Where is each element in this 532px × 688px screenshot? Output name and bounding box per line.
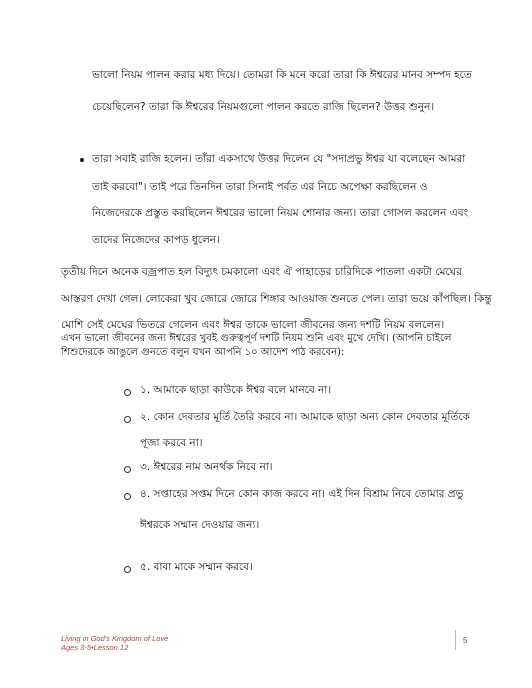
rule-2-line-2: পূজা করবে না। xyxy=(140,437,203,449)
footer-subtitle: Ages 3-5•Lesson 12 xyxy=(61,643,129,652)
rule-4-line-1: ৪. সপ্তাহের সপ্তম দিনে কোন কাজ করবে না। এই দিন বিশ্রাম নিবে তোমার প্রভু xyxy=(140,488,464,500)
bullet-dot xyxy=(80,158,84,162)
bullet-line-3: নিজেদেরকে প্রস্তুত করছিলেন ঈশ্বরের ভালো নিয়ম শোনার জন্য। তারা গোসল করলেন এবং xyxy=(92,207,469,219)
footer xyxy=(61,634,168,652)
paragraph-line-3: মোশি সেই মেঘের ভিতরে গেলেন এবং ঈশ্বর তাকে ভালো জীবনের জন্য দশটি নিয়ম বললেন। xyxy=(61,319,445,331)
rule-bullet-5 xyxy=(124,566,131,573)
rule-bullet-2 xyxy=(124,416,131,423)
intro-line-2: চেয়েছিলেন? তারা কি ঈশ্বরের নিয়মগুলো পালন করতে রাজি ছিলেন? উত্তর শুনুন। xyxy=(92,101,435,113)
intro-line-1: ভালো নিয়ম পালন করার মধ্য দিয়ে। তোমরা কি মনে করো তারা কি ঈশ্বরের মানব সম্পদ হতে xyxy=(92,69,472,81)
rule-5: ৫. বাবা মাকে সম্মান করবে। xyxy=(140,561,253,573)
rule-bullet-4 xyxy=(124,493,131,500)
rule-4-line-2: ঈশ্বরকে সম্মান দেওয়ার জন্য। xyxy=(140,519,260,531)
footer-divider xyxy=(455,630,456,650)
rule-3: ৩. ঈশ্বরের নাম অনর্থক নিবে না। xyxy=(140,461,273,473)
rule-1: ১. আমাকে ছাড়া কাউকে ঈশ্বর বলে মানবে না। xyxy=(140,384,332,396)
rule-2-line-1: ২. কোন দেবতার মূর্তি তৈরি করবে না। আমাকে ছাড়া অন্য কোন দেবতার মূর্তিকে xyxy=(140,411,470,423)
rule-bullet-3 xyxy=(124,466,131,473)
paragraph-line-2: আস্তরণ দেখা গেল। লোকেরা খুব জোরে জোরে শিঙ্গার আওয়াজ শুনতে পেল। তারা ভয়ে কাঁপছিল। কিন্তু xyxy=(61,293,492,305)
paragraph-line-5: শিশুদেরকে আঙুলে গুনতে বলুন যখন আপনি ১০ আদেশ পাঠ করবেন): xyxy=(61,347,345,358)
bullet-line-2: তাই করবো"। তাই পরে তিনদিন তারা সিনাই পর্বত এর নিচে অপেক্ষা করছিলেন ও xyxy=(92,181,428,193)
paragraph-line-4: এখন ভালো জীবনের জন্য ঈশ্বরের খুবই গুরুত্বপূর্ণ দশটি নিয়ম শুনি এবং মুখে দেখি। (আপনি চাইলে xyxy=(61,333,452,344)
rule-bullet-1 xyxy=(124,389,131,396)
page-number: 5 xyxy=(463,636,468,645)
bullet-line-4: তাদের নিজেদের কাপড় ধুলেন। xyxy=(92,234,220,246)
footer-title: Living in God's Kingdom of Love xyxy=(61,634,169,643)
paragraph-line-1: তৃতীয় দিনে অনেক বজ্রপাত হল বিদ্যুৎ চমকালো এবং ঐ পাহাড়ের চারিদিকে পাতলা একটা মেঘের xyxy=(61,266,462,278)
bullet-line-1: তারা সবাই রাজি হলেন। তাঁরা একসাথে উত্তর দিলেন যে "সদাপ্রভু ঈশ্বর যা বলেছেন আমরা xyxy=(92,153,466,165)
